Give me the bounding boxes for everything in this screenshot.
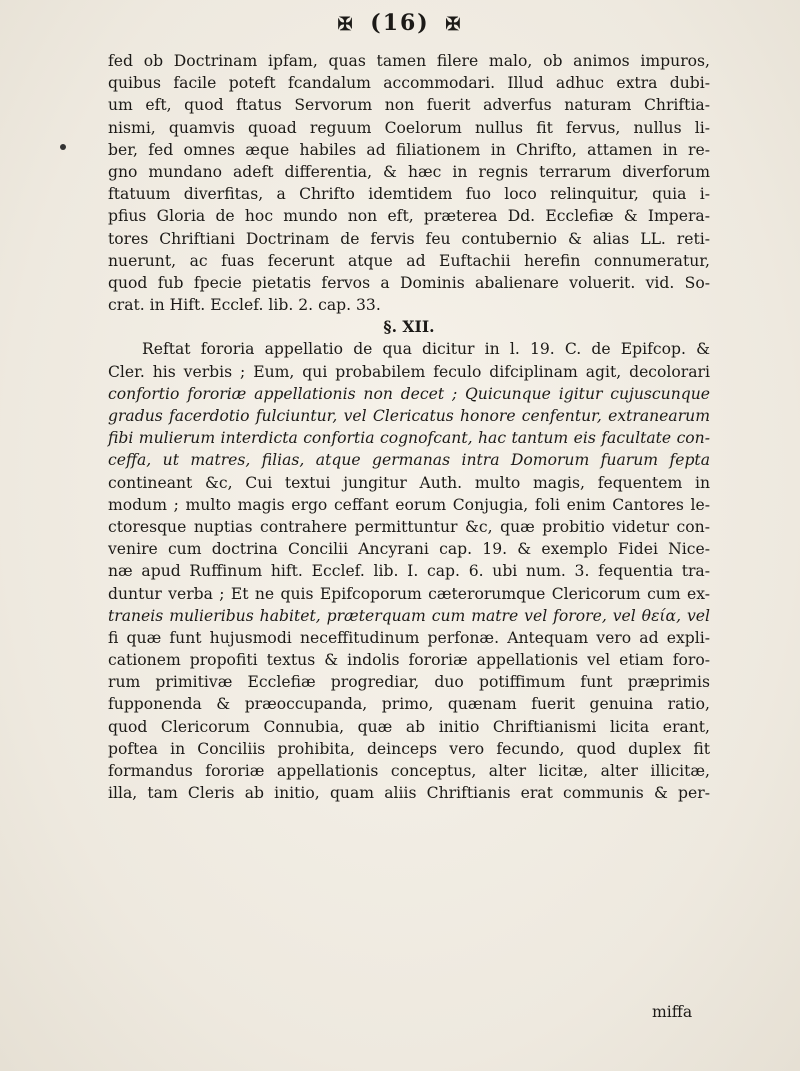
text-line: ber, fed omnes æque habiles ad filiationem in Chrifto, attamen in re- bbox=[108, 140, 710, 159]
text-line: gradus facerdotio fulciuntur, vel Clericatus honore cenfentur, extranearum bbox=[108, 407, 710, 425]
text-line: confortio fororiæ appellationis non decet ; Quicunque igitur cujuscunque bbox=[108, 384, 710, 403]
text-line: modum ; multo magis ergo ceffant eorum Conjugia, foli enim Cantores le- bbox=[108, 495, 710, 514]
text-line: nuerunt, ac fuas fecerunt atque ad Euftachii herefin connumeratur, bbox=[108, 251, 710, 270]
section-heading: §. XII. bbox=[383, 317, 435, 337]
text-line: gno mundano adeft differentia, & hæc in regnis terrarum diverforum bbox=[108, 162, 710, 181]
text-line: quod fub fpecie pietatis fervos a Dominis abalienare voluerit. vid. So- bbox=[108, 273, 710, 292]
text-line: fibi mulierum interdicta confortia cognofcant, hac tantum eis facultate con- bbox=[108, 429, 710, 448]
text-line: poftea in Conciliis prohibita, deinceps vero fecundo, quod duplex fit bbox=[108, 739, 710, 758]
text-line: Cler. his verbis ; Eum, qui probabilem feculo difciplinam agit, decolorari bbox=[108, 362, 710, 381]
text-line: ctoresque nuptias contrahere permittuntur &c, quæ probitio videtur con- bbox=[108, 517, 710, 536]
text-line: ceffa, ut matres, filias, atque germanas intra Domorum fuarum fepta bbox=[108, 451, 710, 470]
text-line: venire cum doctrina Concilii Ancyrani cap. 19. & exemplo Fidei Nice- bbox=[108, 540, 710, 559]
text-line: traneis mulieribus habitet, præterquam cum matre vel forore, vel θεία, vel bbox=[108, 606, 710, 625]
body-text bbox=[108, 50, 710, 804]
text-line: cationem propofiti textus & indolis fororiæ appellationis vel etiam foro- bbox=[108, 651, 710, 670]
text-line: ftatuum diverfitas, a Chrifto idemtidem fuo loco relinquitur, quia i- bbox=[108, 185, 710, 204]
text-line: fed ob Doctrinam ipfam, quas tamen filere malo, ob animos impuros, bbox=[108, 52, 710, 70]
text-line: quod Clericorum Connubia, quæ ab initio Chriftianismi licita erant, bbox=[108, 717, 710, 736]
text-line: contineant &c, Cui textui jungitur Auth. multo magis, fequentem in bbox=[108, 473, 710, 492]
text-line: tores Chriftiani Doctrinam de fervis feu contubernio & alias LL. reti- bbox=[108, 229, 710, 248]
text-line: quibus facile poteft fcandalum accommodari. Illud adhuc extra dubi- bbox=[108, 74, 710, 93]
text-line: crat. in Hift. Ecclef. lib. 2. cap. 33. bbox=[108, 296, 381, 315]
text-line: illa, tam Cleris ab initio, quam aliis Chriftianis erat communis & per- bbox=[108, 784, 710, 803]
text-line: formandus fororiæ appellationis conceptus, alter licitæ, alter illicitæ, bbox=[108, 762, 710, 780]
page-header bbox=[0, 10, 800, 36]
text-line: næ apud Ruffinum hift. Ecclef. lib. I. cap. 6. ubi num. 3. fequentia tra- bbox=[108, 562, 710, 581]
catchword: miffa bbox=[652, 1003, 693, 1021]
ornament-right-icon: ✠ bbox=[445, 13, 463, 35]
text-line: nismi, quamvis quoad reguum Coelorum nullus fit fervus, nullus li- bbox=[108, 118, 710, 137]
margin-mark bbox=[60, 144, 66, 150]
ornament-left-icon: ✠ bbox=[337, 13, 355, 35]
text-line: Reftat fororia appellatio de qua dicitur in l. 19. C. de Epifcop. & bbox=[142, 340, 710, 359]
text-line: rum primitivæ Ecclefiæ progrediar, duo potiffimum funt præprimis bbox=[108, 673, 710, 692]
text-line: um eft, quod ftatus Servorum non fuerit adverfus naturam Chriftia- bbox=[108, 96, 710, 115]
text-line: duntur verba ; Et ne quis Epifcoporum cæterorumque Clericorum cum ex- bbox=[108, 584, 710, 603]
text-line: fupponenda & præoccupanda, primo, quænam fuerit genuina ratio, bbox=[108, 695, 710, 714]
text-line: pfius Gloria de hoc mundo non eft, præterea Dd. Ecclefiæ & Impera- bbox=[108, 207, 710, 226]
text-line: fi quæ funt hujusmodi neceffitudinum perfonæ. Antequam vero ad expli- bbox=[108, 628, 710, 647]
page-number: (16) bbox=[370, 10, 430, 36]
